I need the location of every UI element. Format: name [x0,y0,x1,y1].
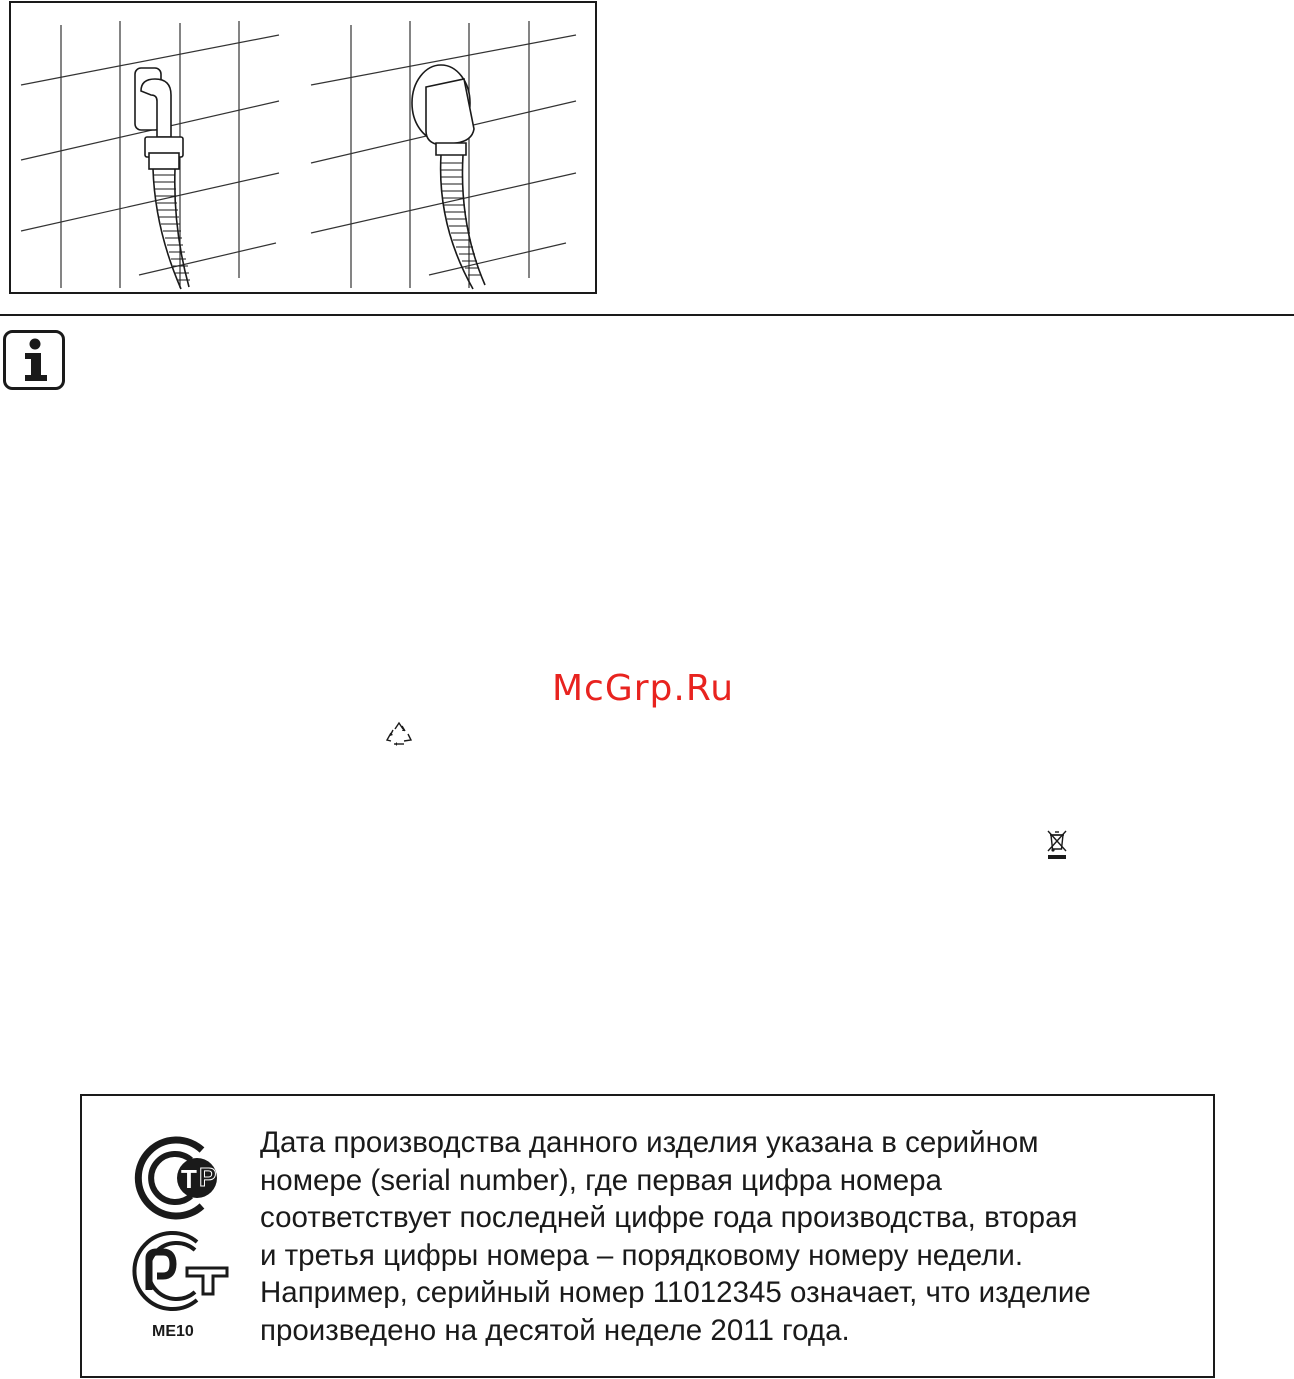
rst-gost-r-mark-icon [127,1228,229,1314]
production-date-note [260,1124,1210,1349]
recycle-icon [384,720,414,750]
watermark: McGrp.Ru [552,668,735,709]
note-line: произведено на десятой неделе 2011 года. [260,1313,850,1347]
svg-text:P: P [199,1162,217,1192]
hose-drawing [11,3,599,296]
certification-box [80,1094,1215,1378]
certification-code: ME10 [152,1323,194,1340]
hose-connection-illustration [9,1,597,294]
section-divider [0,314,1294,316]
note-line: и третья цифры номера – порядковому номеру недели. [260,1238,1024,1272]
note-line: Например, серийный номер 11012345 означает, что изделие [260,1276,1091,1309]
svg-text:T: T [181,1164,197,1194]
note-line: соответствует последней цифре года производства, вторая [260,1201,1078,1234]
crossed-out-bin-icon [1045,829,1069,863]
eac-tr-mark-icon [127,1136,229,1220]
note-line: Дата производства данного изделия указана в серийном [260,1126,1039,1159]
info-icon [3,330,65,390]
note-line: номере (serial number), где первая цифра номера [260,1163,942,1197]
